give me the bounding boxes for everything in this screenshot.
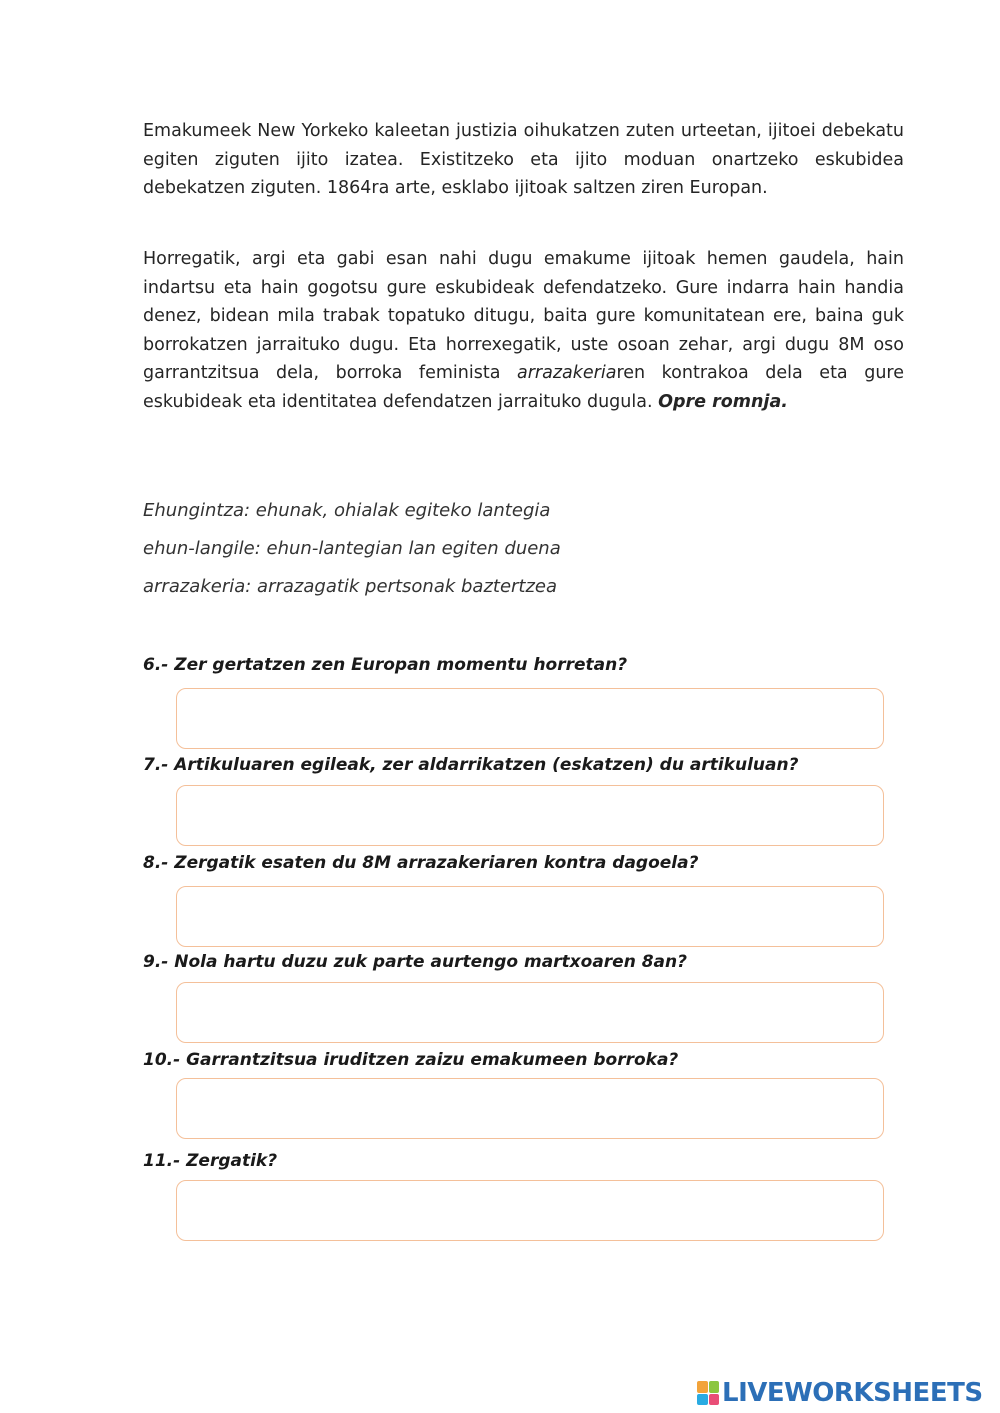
- liveworksheets-logo: [697, 1378, 983, 1408]
- paragraph-2-italic-term: arrazakeria: [517, 363, 617, 383]
- logo-text: LIVEWORKSHEETS: [722, 1378, 983, 1408]
- logo-mark-tile: [697, 1381, 708, 1393]
- logo-mark-tile: [697, 1394, 708, 1406]
- question-9-answer-field[interactable]: [176, 982, 884, 1043]
- article-paragraph-1: Emakumeek New Yorkeko kaleetan justizia oihukatzen zuten urteetan, ijitoei debekatu egiten ziguten ijito izatea. Existitzeko eta ijito moduan onartzeko eskubidea debekatzen ziguten. 1864ra arte, esklabo ijitoak saltzen ziren Europan.: [143, 121, 904, 198]
- question-6-label: 6.- Zer gertatzen zen Europan momentu horretan?: [143, 655, 628, 675]
- question-8-label: 8.- Zergatik esaten du 8M arrazakeriaren kontra dagoela?: [143, 853, 699, 873]
- question-11-answer-field[interactable]: [176, 1180, 884, 1241]
- paragraph-2-text-b: ren kontrakoa dela eta gure eskubideak eta identitatea defendatzen jarraituko dugula.: [143, 363, 904, 412]
- glossary-item: arrazakeria: arrazagatik pertsonak baztertzea: [143, 576, 558, 597]
- logo-mark-tile: [709, 1394, 720, 1406]
- paragraph-2-text-a: Horregatik, argi eta gabi esan nahi dugu emakume ijitoak hemen gaudela, hain indartsu eta hain gogotsu gure eskubideak defendatzeko. Gure indarra hain handia denez, bidean mila trabak topatuko ditugu, baita gure komunitatean ere, baina guk borrokatzen jarraituko dugu. Eta horrexegatik, uste osoan zehar, argi dugu 8M oso garrantzitsua dela, borroka feminista: [143, 249, 904, 383]
- question-9-label: 9.- Nola hartu duzu zuk parte aurtengo martxoaren 8an?: [143, 952, 687, 972]
- glossary-item: Ehungintza: ehunak, ohialak egiteko lantegia: [143, 500, 551, 521]
- glossary-item: ehun-langile: ehun-lantegian lan egiten duena: [143, 538, 561, 559]
- paragraph-2-closing: Opre romnja.: [658, 391, 788, 412]
- question-7-answer-field[interactable]: [176, 785, 884, 846]
- question-11-label: 11.- Zergatik?: [143, 1151, 278, 1171]
- question-10-answer-field[interactable]: [176, 1078, 884, 1139]
- logo-mark-icon: [697, 1381, 719, 1405]
- article-paragraph-2: [143, 245, 904, 416]
- question-8-answer-field[interactable]: [176, 886, 884, 947]
- question-7-label: 7.- Artikuluaren egileak, zer aldarrikatzen (eskatzen) du artikuluan?: [143, 755, 799, 775]
- question-10-label: 10.- Garrantzitsua iruditzen zaizu emakumeen borroka?: [143, 1050, 679, 1070]
- logo-mark-tile: [709, 1381, 720, 1393]
- question-6-answer-field[interactable]: [176, 688, 884, 749]
